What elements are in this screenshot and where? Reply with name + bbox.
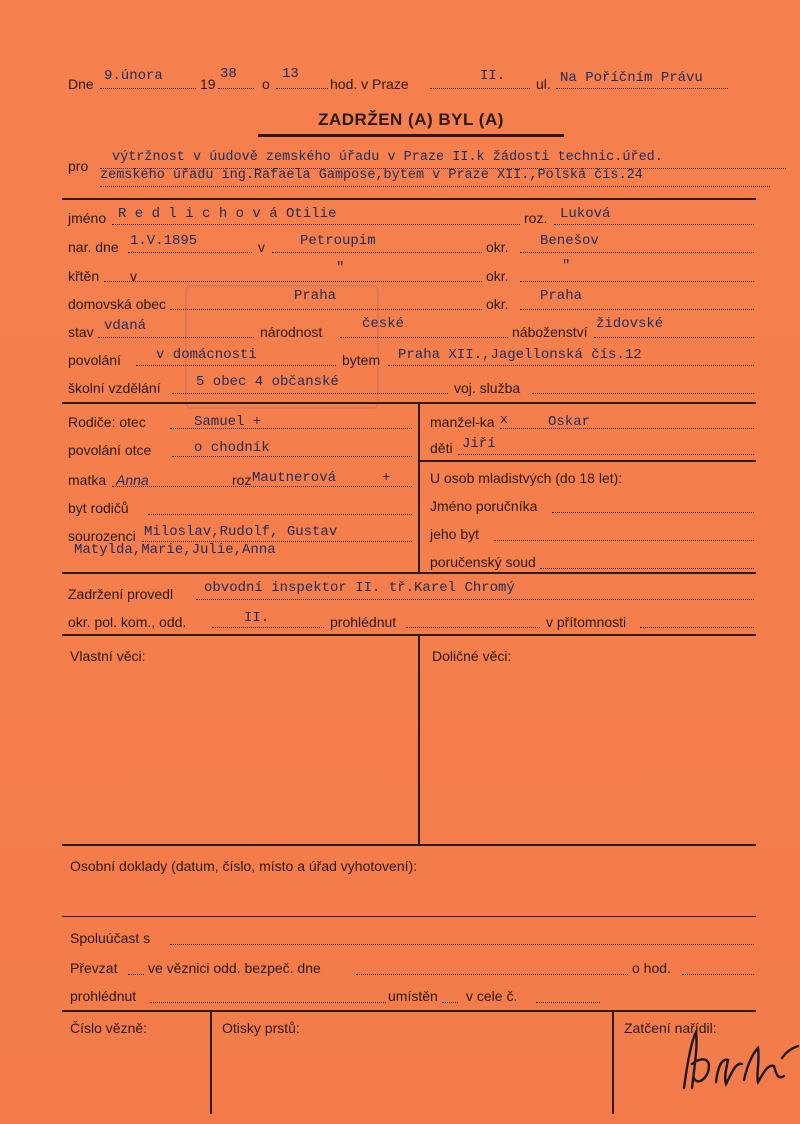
nationality-value: české	[362, 316, 405, 332]
maiden-value: Luková	[560, 206, 611, 222]
siblings-line-1: Miloslav,Rudolf, Gustav	[144, 524, 338, 540]
children-value: Jiří	[462, 436, 496, 452]
court-label: poručenský soud	[430, 554, 536, 570]
born-v-label: v	[258, 239, 265, 255]
father-line	[170, 428, 412, 429]
religion-line	[594, 337, 754, 338]
station-line	[212, 627, 324, 628]
name-label: jméno	[68, 210, 107, 226]
transfer-label: Převzat	[70, 960, 118, 976]
divider-footer	[62, 1010, 756, 1012]
father-occupation-value: o chodník	[194, 440, 270, 456]
accomplice-line	[170, 944, 754, 945]
detained-by-label: Zadržení provedl	[68, 586, 174, 602]
religion-label: náboženství	[512, 324, 588, 340]
baptized-line	[104, 281, 482, 282]
domicile-district: Praha	[540, 288, 583, 304]
reason-line-2: zemského úřadu ing.Rafaela Gampose,bytem v Praze XII.,Polská čís.24	[100, 168, 643, 183]
siblings-line-2: Matylda,Marie,Julie,Anna	[74, 542, 276, 558]
name-line	[112, 224, 520, 225]
own-belongings-label: Vlastní věci:	[70, 648, 146, 664]
father-value: Samuel +	[194, 414, 262, 430]
transfer-inspected-label: prohlédnut	[70, 988, 137, 1004]
hour-value: 13	[282, 66, 299, 82]
mother-label: matka	[68, 472, 107, 488]
placed-line	[442, 1002, 458, 1003]
fingerprints-label: Otisky prstů:	[222, 1020, 300, 1036]
residence-label: bytem	[342, 352, 381, 368]
domicile-value: Praha	[294, 288, 337, 304]
transfer-hour-label: o hod.	[632, 960, 671, 976]
station-value: II.	[244, 610, 270, 626]
district-line	[430, 88, 530, 89]
arrest-ordered-label: Zatčení nařídil:	[624, 1020, 717, 1036]
siblings-label: sourozenci	[68, 528, 136, 544]
spouse-correction: x	[500, 412, 508, 427]
baptized-district-label: okr.	[486, 268, 509, 284]
placed-label: umístěn	[388, 988, 438, 1004]
cell-line	[536, 1002, 600, 1003]
nationality-label: národnost	[260, 324, 323, 340]
divider-belongings	[62, 634, 756, 636]
station-label: okr. pol. kom., odd.	[68, 614, 187, 630]
presence-line	[640, 627, 754, 628]
occupation-value: v domácnosti	[156, 347, 257, 363]
year-value: 38	[220, 66, 237, 82]
parents-residence-line	[148, 514, 412, 515]
children-label: děti	[430, 440, 453, 456]
born-district: Benešov	[540, 233, 599, 249]
guardian-residence-label: jeho byt	[430, 526, 480, 542]
footer-divider-1	[210, 1010, 212, 1114]
status-label: stav	[68, 324, 94, 340]
baptized-district-line	[520, 281, 754, 282]
baptized-label: křtěn	[68, 268, 100, 284]
transfer-date-line	[356, 974, 628, 975]
street-label: ul.	[536, 76, 551, 92]
mother-roz-label: roz	[232, 472, 252, 488]
mother-value: Anna	[116, 472, 149, 488]
inspected-line	[406, 627, 540, 628]
baptized-place: "	[336, 260, 345, 276]
faded-stamp	[185, 285, 379, 409]
parents-residence-label: byt rodičů	[68, 500, 129, 516]
prisoner-number-label: Číslo vězně:	[70, 1020, 148, 1036]
father-label: Rodiče: otec	[68, 414, 146, 430]
accomplice-label: Spoluúčast s	[70, 930, 151, 946]
domicile-district-line	[520, 309, 754, 310]
born-place: Petroupim	[300, 233, 376, 249]
inspected-label: prohlédnut	[330, 614, 397, 630]
residence-value: Praha XII.,Jagellonská čís.12	[398, 347, 642, 363]
domicile-label: domovská obec	[68, 296, 167, 312]
district-value: II.	[480, 68, 506, 84]
spouse-value: Oskar	[548, 414, 591, 430]
divider-documents	[62, 844, 756, 846]
detained-by-line	[196, 599, 754, 600]
divider-family	[62, 402, 756, 404]
born-label: nar. dne	[68, 239, 119, 255]
baptized-v-label: v	[130, 268, 137, 284]
cell-label: v cele č.	[466, 988, 518, 1004]
mother-line	[112, 486, 412, 487]
date-value: 9.února	[104, 68, 163, 84]
juvenile-heading: U osob mladistvých (do 18 let):	[430, 470, 623, 486]
hour-prep: o	[262, 76, 270, 92]
detained-by-value: obvodní inspektor II. tř.Karel Chromý	[204, 580, 515, 596]
hour-line	[276, 88, 328, 89]
born-place-line	[272, 252, 482, 253]
divider-detention	[62, 572, 756, 574]
transfer-hour-line	[682, 974, 754, 975]
education-value: 5 obec 4 občanské	[196, 374, 339, 390]
military-line	[532, 393, 754, 394]
born-date-line	[128, 252, 252, 253]
street-line	[556, 88, 728, 89]
reason-label: pro	[68, 158, 89, 174]
juvenile-divider	[418, 460, 756, 462]
divider-top	[62, 198, 756, 200]
reason-line-1: výtržnost v úudově zemského úřadu v Praze II.k žádosti technic.úřed.	[112, 150, 663, 165]
form-title: ZADRŽEN (A) BYL (A)	[258, 110, 564, 137]
spouse-label: manžel-ka	[430, 414, 495, 430]
street-value: Na Poříčním Právu	[560, 70, 703, 86]
mother-deceased-mark: +	[382, 470, 391, 486]
born-district-line	[520, 252, 754, 253]
guardian-line	[552, 512, 754, 513]
hour-label: hod. v Praze	[330, 76, 409, 92]
court-line	[540, 568, 754, 569]
spouse-line	[500, 428, 754, 429]
presence-label: v přítomnosti	[546, 614, 627, 630]
children-line	[458, 454, 754, 455]
transfer-inspected-line	[150, 1002, 386, 1003]
handwritten-signature	[678, 1018, 800, 1100]
documents-label: Osobní doklady (datum, číslo, místo a úřad vyhotovení):	[70, 858, 418, 874]
father-occupation-line	[172, 456, 412, 457]
year-prefix: 19	[200, 76, 216, 92]
maiden-line	[554, 224, 754, 225]
religion-value: židovské	[596, 316, 664, 332]
divider-accomplice	[62, 916, 756, 917]
occupation-label: povolání	[68, 352, 121, 368]
footer-divider-2	[612, 1010, 614, 1114]
baptized-district: "	[562, 258, 571, 274]
education-label: školní vzdělání	[68, 380, 161, 396]
transfer-line-a	[128, 974, 144, 975]
year-line	[218, 88, 254, 89]
maiden-label: roz.	[524, 210, 548, 226]
date-label: Dne	[68, 76, 94, 92]
status-value: vdaná	[104, 318, 147, 334]
guardian-residence-line	[494, 540, 754, 541]
residence-line	[388, 365, 754, 366]
mother-maiden-value: Mautnerová	[252, 470, 337, 486]
reason-underline-2	[100, 186, 770, 187]
born-district-label: okr.	[486, 239, 509, 255]
father-occupation-label: povolání otce	[68, 442, 152, 458]
military-label: voj. služba	[454, 380, 521, 396]
guardian-label: Jméno poručníka	[430, 498, 538, 514]
born-date: 1.V.1895	[130, 233, 198, 249]
family-column-divider	[418, 402, 420, 572]
name-value: R e d l i c h o v á Otilie	[118, 206, 337, 222]
domicile-district-label: okr.	[486, 296, 509, 312]
prison-label: ve věznici odd. bezpeč. dne	[148, 960, 321, 976]
date-line	[100, 88, 196, 89]
belongings-column-divider	[418, 634, 420, 844]
evidence-label: Doličné věci:	[432, 648, 512, 664]
